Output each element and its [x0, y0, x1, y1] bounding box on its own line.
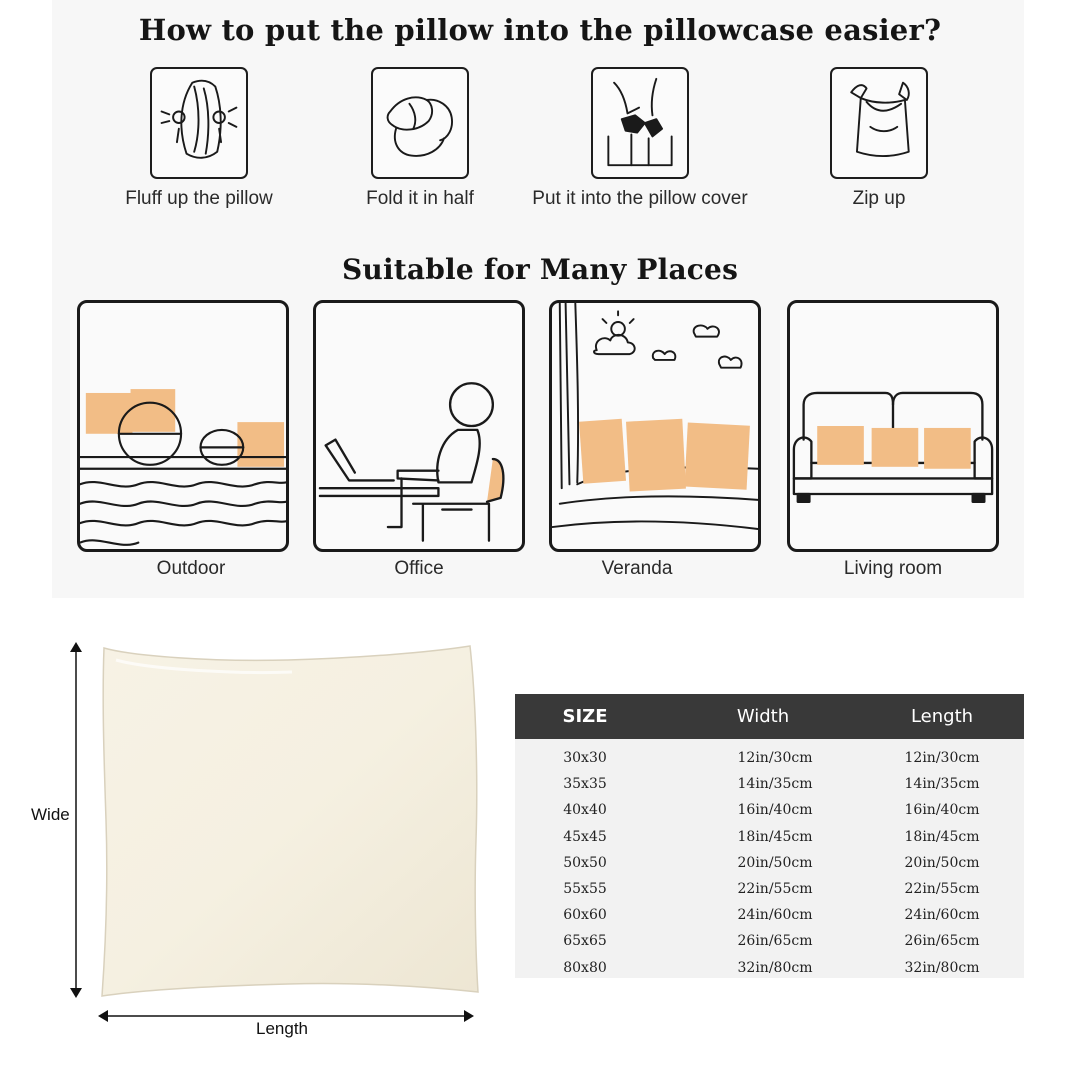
table-row: [515, 746, 1024, 772]
wide-label: Wide: [31, 805, 70, 824]
table-row: [515, 772, 1024, 798]
length-cell: 22in/55cm: [904, 880, 980, 897]
length-label: Length: [256, 1019, 308, 1038]
place-label: Office: [394, 558, 444, 579]
fluff-pillow-icon: [150, 67, 248, 179]
step-label: Fluff up the pillow: [125, 188, 273, 209]
width-cell: 26in/65cm: [737, 933, 813, 950]
width-cell: 14in/35cm: [737, 776, 813, 793]
office-scene: [313, 300, 525, 552]
fold-pillow-icon: [371, 67, 469, 179]
table-row: [515, 851, 1024, 877]
table-row: [515, 956, 1024, 982]
table-row: [515, 798, 1024, 824]
size-cell: 30x30: [563, 750, 607, 766]
living-room-scene: [787, 300, 999, 552]
size-table: [515, 694, 1024, 978]
pillow-image: [92, 640, 484, 1002]
place-label: Outdoor: [156, 558, 226, 579]
size-cell: 55x55: [563, 880, 607, 897]
places-heading: Suitable for Many Places: [341, 253, 739, 286]
length-header: Length: [910, 706, 974, 727]
table-row: [515, 825, 1024, 851]
length-cell: 32in/80cm: [904, 959, 980, 976]
step-label: Zip up: [852, 188, 906, 209]
length-cell: 26in/65cm: [904, 933, 980, 950]
size-cell: 65x65: [563, 933, 607, 950]
step-label: Fold it in half: [366, 188, 474, 209]
width-cell: 18in/45cm: [737, 828, 813, 845]
size-cell: 40x40: [563, 802, 607, 819]
length-cell: 12in/30cm: [904, 750, 980, 766]
steps-heading: How to put the pillow into the pillowcase easier?: [138, 13, 942, 47]
length-cell: 24in/60cm: [904, 907, 980, 924]
width-cell: 32in/80cm: [737, 959, 813, 976]
size-header: SIZE: [562, 706, 608, 727]
table-row: [515, 929, 1024, 955]
width-cell: 20in/50cm: [737, 854, 813, 871]
width-cell: 22in/55cm: [737, 880, 813, 897]
size-cell: 60x60: [563, 907, 607, 924]
zip-up-icon: [830, 67, 928, 179]
size-table-body: [515, 746, 1024, 982]
length-cell: 14in/35cm: [904, 776, 980, 793]
size-cell: 50x50: [563, 854, 607, 871]
width-header: Width: [736, 706, 790, 727]
width-cell: 12in/30cm: [737, 750, 813, 766]
size-cell: 80x80: [563, 959, 607, 976]
outdoor-scene: [77, 300, 289, 552]
length-cell: 16in/40cm: [904, 802, 980, 819]
place-label: Living room: [843, 558, 943, 579]
length-cell: 20in/50cm: [904, 854, 980, 871]
insert-pillow-icon: [591, 67, 689, 179]
length-cell: 18in/45cm: [904, 828, 980, 845]
width-cell: 16in/40cm: [737, 802, 813, 819]
table-row: [515, 877, 1024, 903]
width-cell: 24in/60cm: [737, 907, 813, 924]
place-label: Veranda: [601, 558, 673, 579]
size-cell: 35x35: [563, 776, 607, 793]
step-label: Put it into the pillow cover: [532, 188, 748, 209]
size-table-header: [515, 694, 1024, 739]
size-cell: 45x45: [563, 828, 607, 845]
veranda-scene: [549, 300, 761, 552]
table-row: [515, 903, 1024, 929]
